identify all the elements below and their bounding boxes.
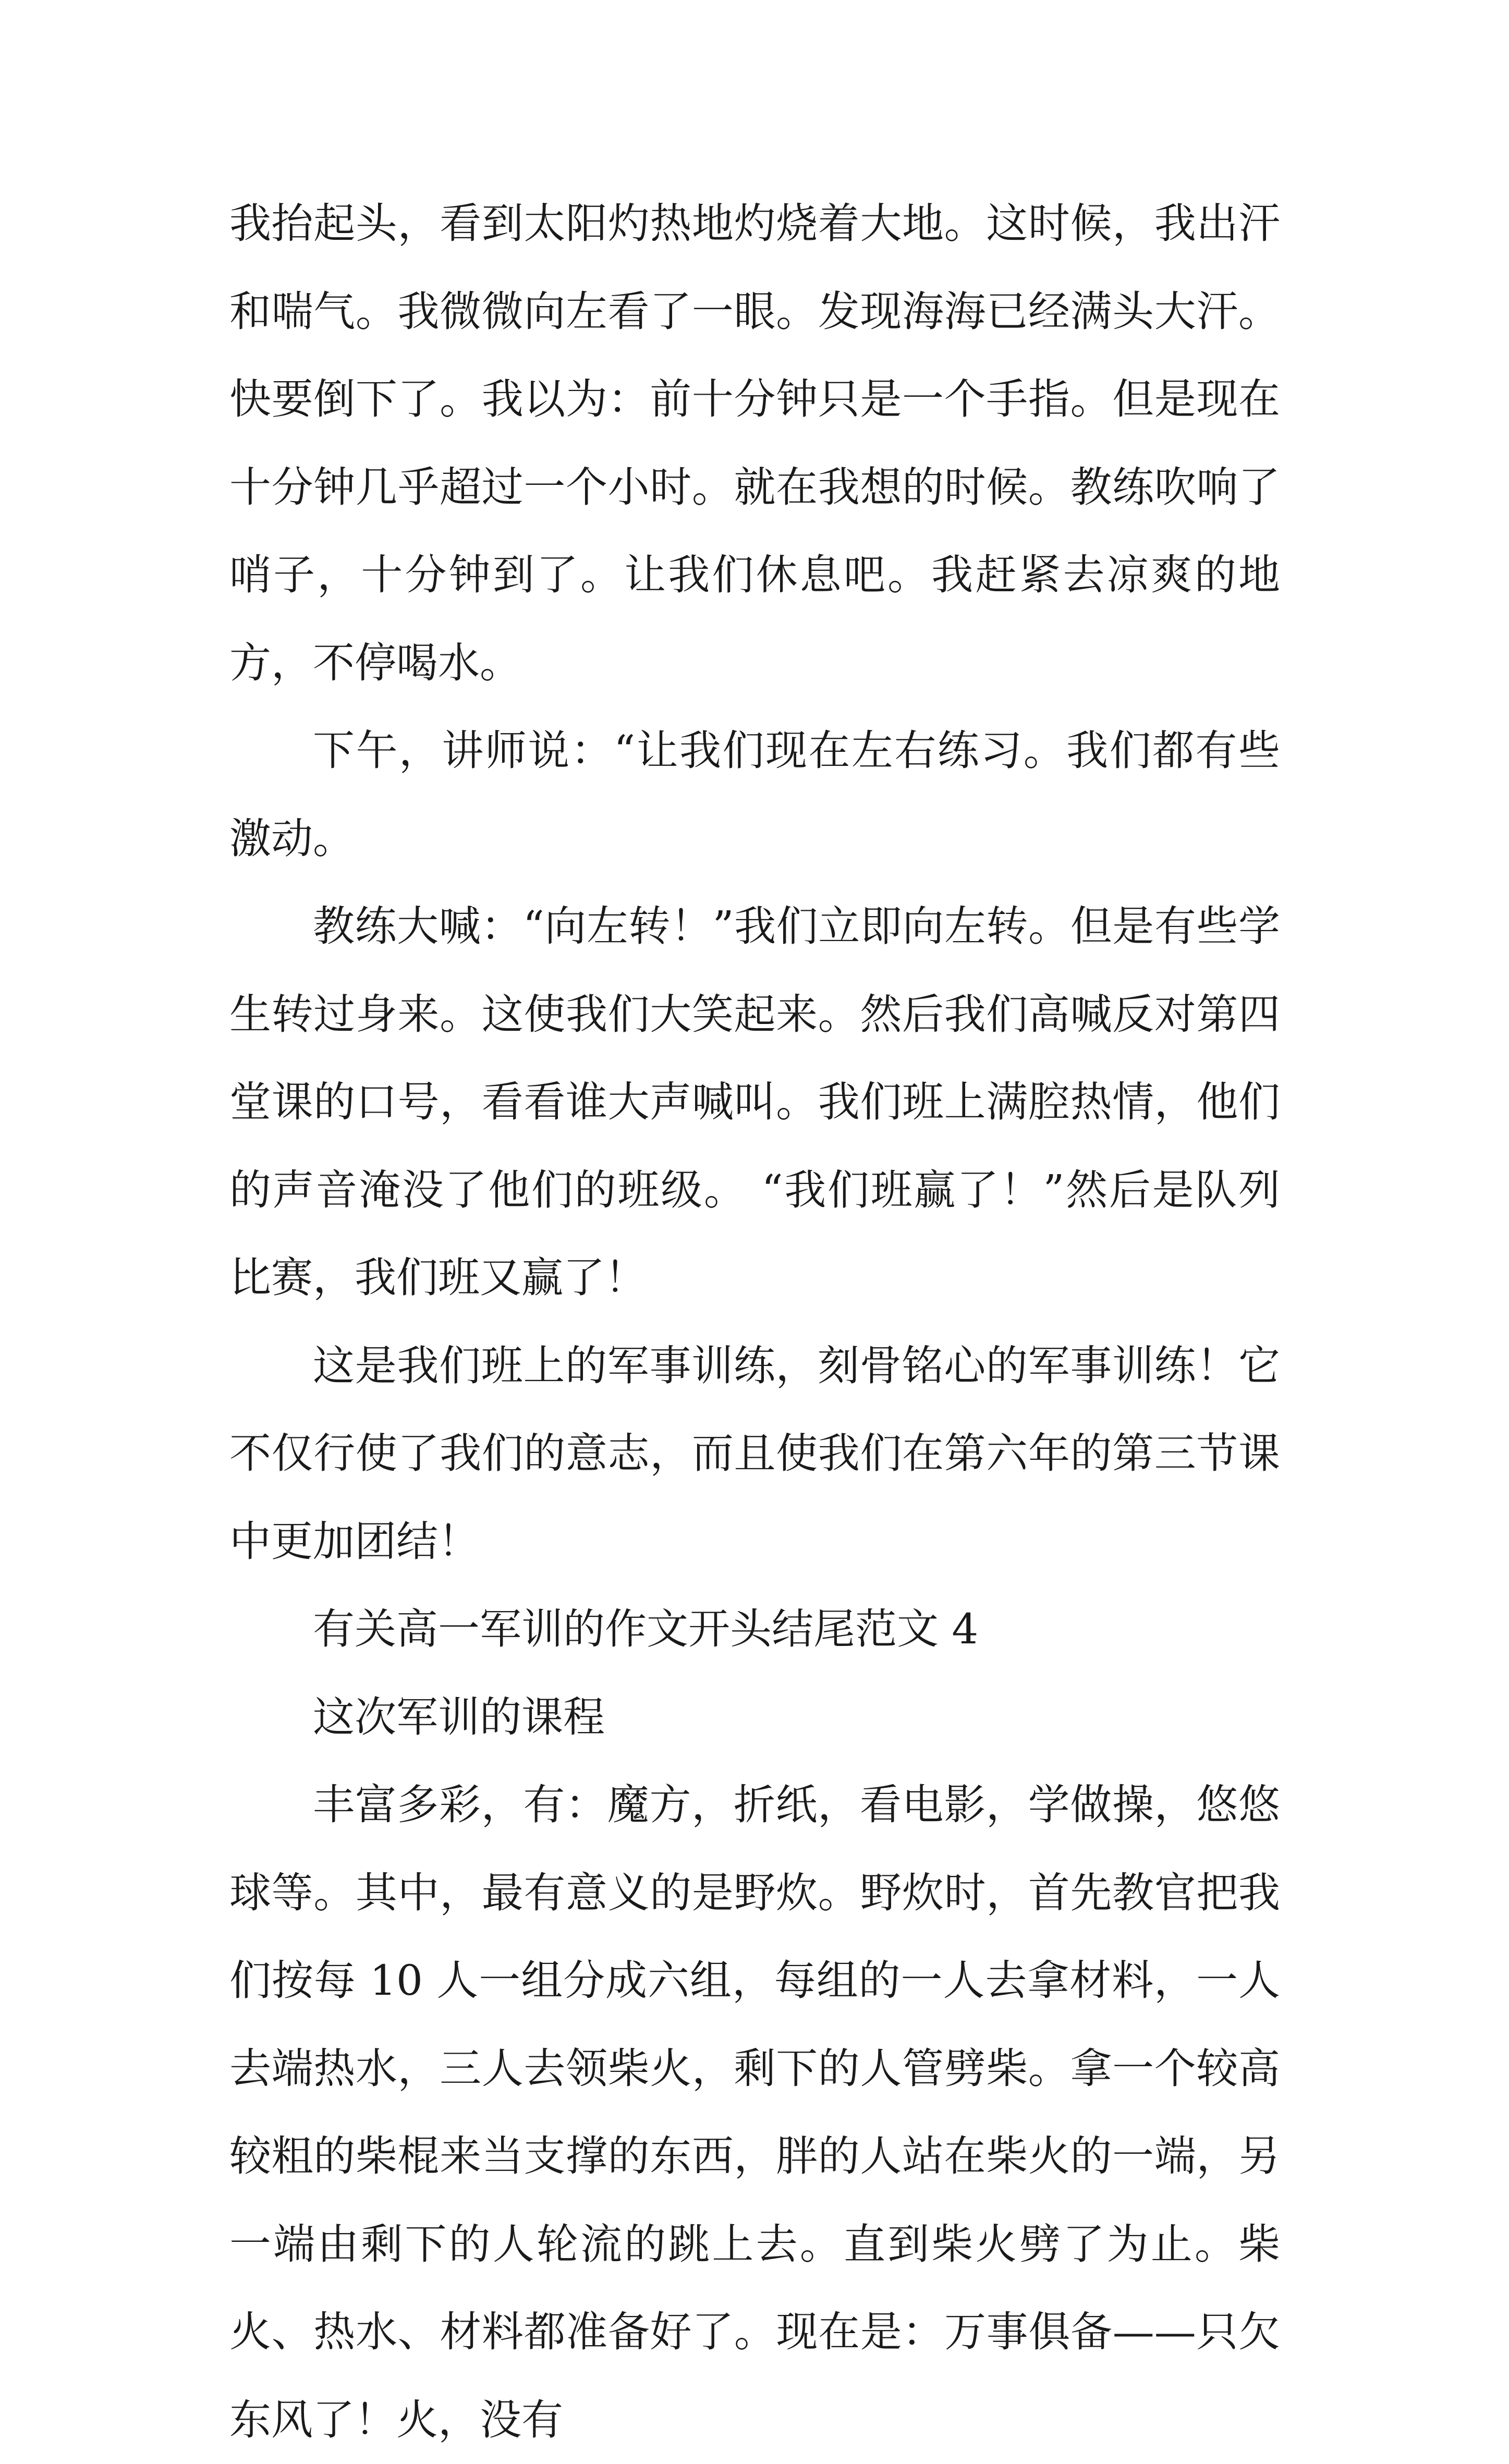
section-heading: 有关高一军训的作文开头结尾范文 4 bbox=[313, 1605, 979, 1653]
paragraph-3: 教练大喊：“向左转！”我们立即向左转。但是有些学生转过身来。这使我们大笑起来。然后我们高喊反对第四堂课的口号，看看谁大声喊叫。我们班上满腔热情，他们的声音淹没了他们的班级。 “我们班赢了！”然后是队列比赛，我们班又赢了！ bbox=[229, 902, 1280, 1302]
body-text bbox=[229, 180, 1280, 2464]
paragraph-2: 下午，讲师说：“让我们现在左右练习。我们都有些激动。 bbox=[229, 726, 1280, 863]
paragraph-1: 我抬起头，看到太阳灼热地灼烧着大地。这时候，我出汗和喘气。我微微向左看了一眼。发现海海已经满头大汗。快要倒下了。我以为：前十分钟只是一个手指。但是现在十分钟几乎超过一个小时。就在我想的时候。教练吹响了哨子，十分钟到了。让我们休息吧。我赶紧去凉爽的地方，不停喝水。 bbox=[229, 199, 1280, 687]
paragraph-4: 这是我们班上的军事训练，刻骨铭心的军事训练！它不仅行使了我们的意志，而且使我们在第六年的第三节课中更加团结！ bbox=[229, 1341, 1280, 1566]
paragraph-5: 这次军训的课程 bbox=[313, 1692, 605, 1741]
paragraph-6: 丰富多彩，有：魔方，折纸，看电影，学做操，悠悠球等。其中，最有意义的是野炊。野炊时，首先教官把我们按每 10 人一组分成六组，每组的一人去拿材料，一人去端热水，三人去领柴火，剩下的人管劈柴。拿一个较高较粗的柴棍来当支撑的东西，胖的人站在柴火的一端，另一端由剩下的人轮流的跳上去。直到柴火劈了为止。柴火、热水、材料都准备好了。现在是：万事俱备——只欠东风了！火，没有 bbox=[229, 1780, 1280, 2444]
